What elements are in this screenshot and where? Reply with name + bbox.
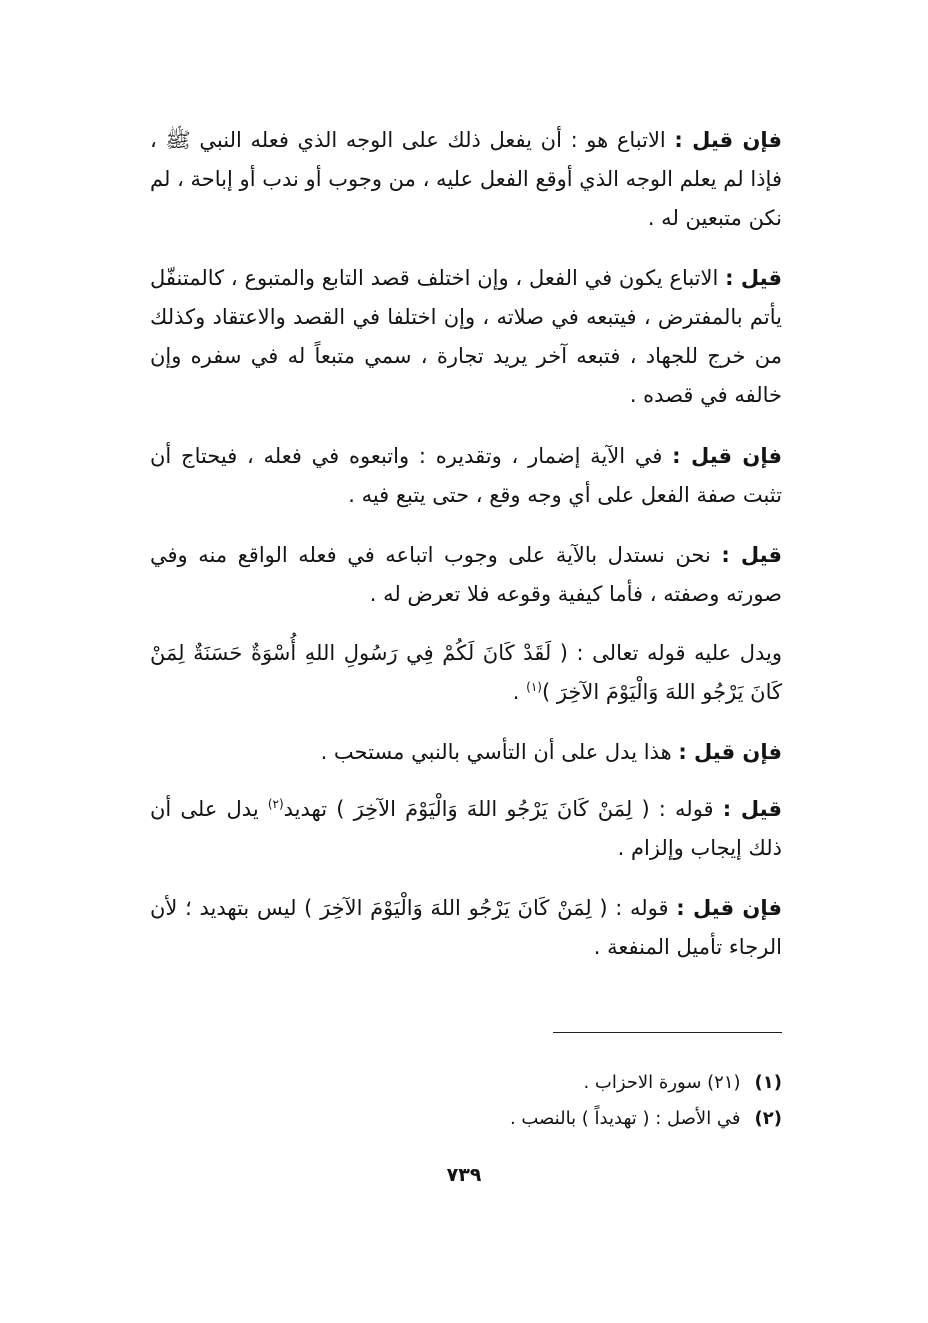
paragraph-body: الاتباع يكون في الفعل ، وإن اختلف قصد التابع والمتبوع ، كالمتنفّل يأتم بالمفترض ، فيتبعه في صلاته ، وإن اختلفا في القصد والاعتقاد وكذلك من خرج للجهاد ، فتبعه آخر يريد تجارة ، سمي متبعاً له في سفره وإن خالفه في قصده . [150, 266, 782, 407]
paragraph-lead: فإن قيل : [672, 444, 782, 468]
paragraph-body: الاتباع هو : أن يفعل ذلك على الوجه الذي فعله النبي ﷺ ، فإذا لم يعلم الوجه الذي أوقع الفعل عليه ، من وجوب أو ندب أو إباحة ، لم نكن متبعين له . [150, 128, 782, 230]
footnote-text: (٢١) سورة الاحزاب . [583, 1072, 741, 1093]
paragraph-lead: قيل : [725, 266, 782, 290]
paragraph-lead: فإن قيل : [676, 896, 782, 920]
paragraph [150, 889, 782, 967]
paragraph [150, 790, 782, 868]
paragraph-body: هذا يدل على أن التأسي بالنبي مستحب . [320, 740, 679, 764]
footnotes [150, 1065, 782, 1137]
footnote-text: في الأصل : ( تهديداً ) بالنصب . [509, 1108, 741, 1129]
paragraph-body: قوله : ( لِمَنْ كَانَ يَرْجُو اللهَ وَالْيَوْمَ الآخِرَ ) ليس بتهديد ؛ لأن الرجاء تأميل المنفعة . [150, 896, 782, 959]
footnote [150, 1065, 782, 1101]
paragraph [150, 634, 782, 712]
footnote-number: (١) [754, 1072, 782, 1093]
paragraph-body: ويدل عليه قوله تعالى : ( لَقَدْ كَانَ لَكُمْ فِي رَسُولِ اللهِ أُسْوَةٌ حَسَنَةٌ لِمَنْ كَانَ يَرْجُو اللهَ وَالْيَوْمَ الآخِرَ ) [150, 641, 782, 704]
paragraph [150, 536, 782, 614]
footnote [150, 1101, 782, 1137]
paragraph-lead: فإن قيل : [678, 740, 782, 764]
footnote-ref: (٢) [267, 797, 284, 811]
paragraph-body: قوله : ( لِمَنْ كَانَ يَرْجُو اللهَ وَالْيَوْمَ الآخِرَ ) تهديد [283, 797, 723, 821]
footnote-number: (٢) [754, 1108, 782, 1129]
footnote-ref: (١) [526, 680, 542, 694]
paragraph [150, 121, 782, 238]
footnote-divider [553, 1032, 782, 1033]
paragraph [150, 733, 782, 772]
paragraph-body: نحن نستدل بالآية على وجوب اتباعه في فعله الواقع منه وفي صورته وصفته ، فأما كيفية وقوعه فلا تعرض له . [150, 543, 782, 606]
paragraph-lead: قيل : [721, 543, 782, 567]
page-number: ٧٣٩ [446, 1164, 482, 1186]
paragraph-tail: يدل على أن ذلك إيجاب وإلزام . [150, 797, 782, 860]
paragraph-body: في الآية إضمار ، وتقديره : واتبعوه في فعله ، فيحتاج أن تثبت صفة الفعل على أي وجه وقع ، حتى يتبع فيه . [150, 444, 782, 507]
paragraph-lead: قيل : [722, 797, 782, 821]
paragraph [150, 437, 782, 515]
paragraph [150, 259, 782, 415]
paragraph-lead: فإن قيل : [674, 128, 783, 152]
paragraph-tail: . [512, 680, 527, 704]
